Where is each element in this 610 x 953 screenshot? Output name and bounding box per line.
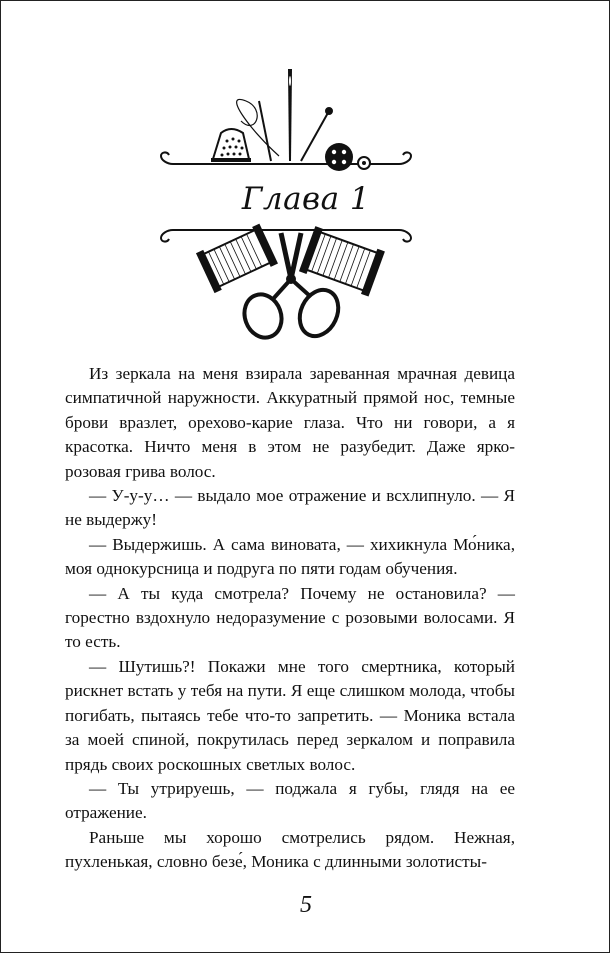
thread-spool-icon	[196, 224, 278, 293]
ornament-bottom-rule	[161, 230, 411, 242]
thread-spool-icon	[299, 226, 385, 296]
paragraph: — А ты куда смотрела? Почему не остановила? — горестно вздохнуло недоразумение с розовыми волосами. Я то есть.	[65, 583, 515, 652]
needle-icon	[288, 69, 292, 161]
page-number: 5	[300, 892, 312, 918]
chapter-title: Глава 1	[241, 181, 371, 217]
ornament-top-rule	[161, 152, 411, 164]
paragraph: — Выдержишь. А сама виновата, — хихикнула Мо́ника, моя однокурсница и подруга по пяти годам обучения.	[65, 534, 515, 579]
paragraph: Из зеркала на меня взирала зареванная мрачная девица симпатичной наружности. Аккуратный прямой нос, темные брови вразлет, орехово-карие глаза. Что ни говори, а я красотка. Ничто меня в этом не разубедит. Даже ярко-розовая грива волос.	[65, 364, 515, 481]
button-icon	[325, 143, 370, 171]
chapter-text	[65, 362, 515, 875]
thimble-icon	[211, 129, 251, 162]
paragraph: — Ты утрируешь, — поджала я губы, глядя на ее отражение.	[65, 778, 515, 823]
paragraph: — У-у-у… — выдало мое отражение и всхлипнуло. — Я не выдержу!	[65, 486, 515, 530]
paragraph: — Шутишь?! Покажи мне того смертника, который рискнет встать у тебя на пути. Я еще слишком молода, чтобы погибать, пытаясь тебе что-то запретить. — Моника встала за моей спиной, покрутилась перед зеркалом и поправила прядь своих роскошных светлых волос.	[65, 656, 515, 774]
paragraph: Раньше мы хорошо смотрелись рядом. Нежная, пухленькая, словно безе́, Моника с длинными золотисты-	[65, 827, 515, 872]
pins-icon	[259, 101, 332, 161]
